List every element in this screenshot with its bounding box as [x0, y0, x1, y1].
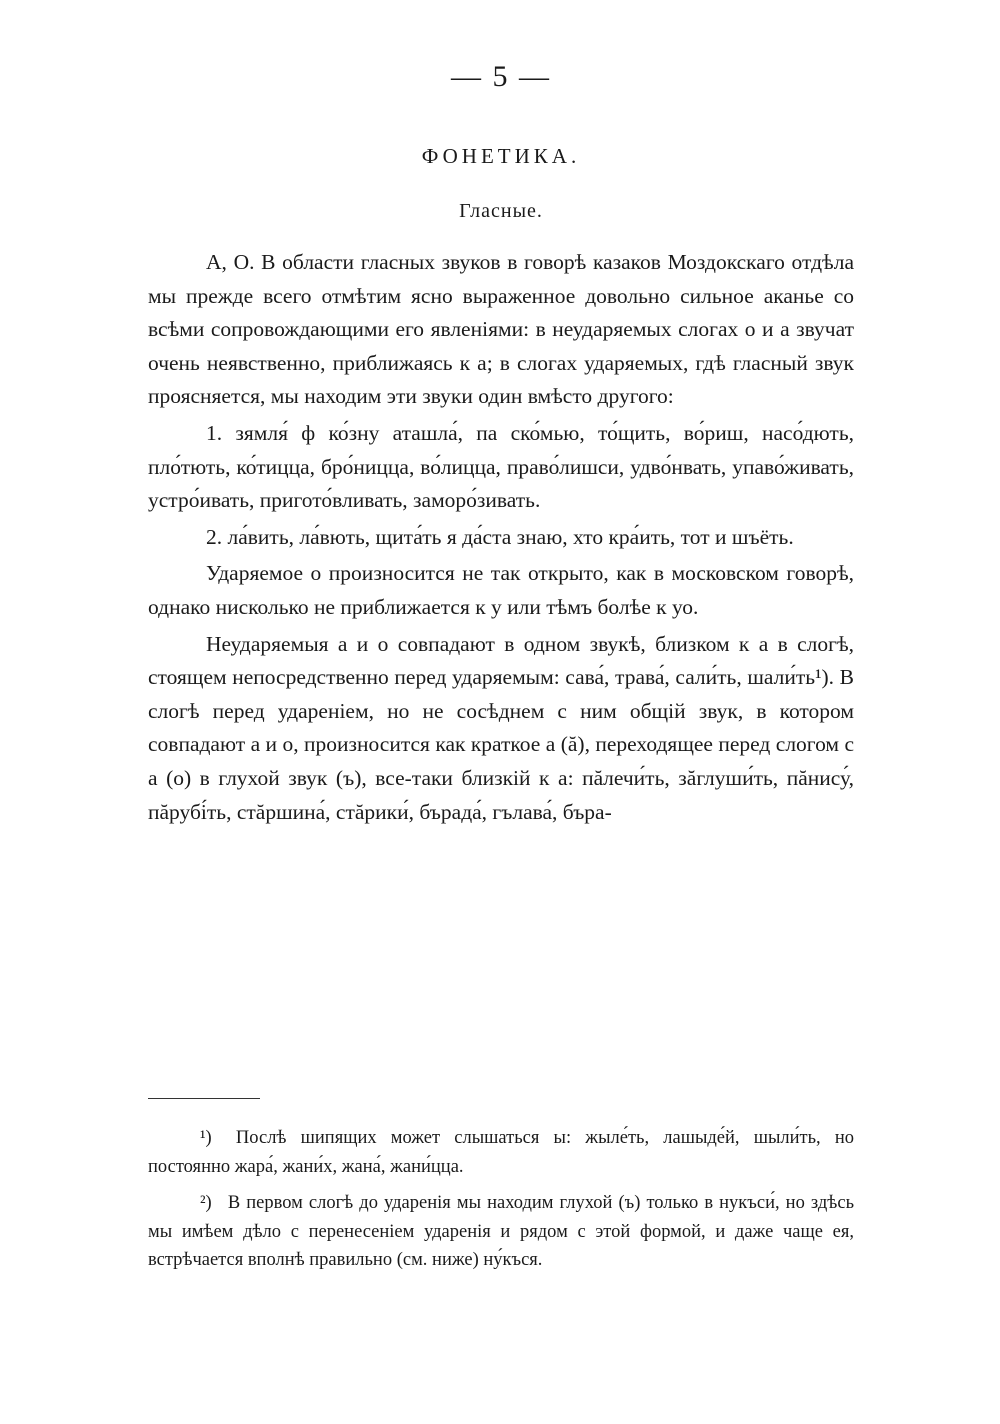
- body-text: [148, 246, 854, 832]
- footnote-1: [148, 1124, 854, 1181]
- footnote-1-text: Послѣ шипящих может слышаться ы: жыле́ть, лашыде́й, шыли́ть, но постоянно жара́, жани́х, жана́, жани́цца.: [148, 1128, 854, 1177]
- footnotes: [148, 1124, 854, 1283]
- paragraph-example-1: 1. зямля́ ф ко́зну аташла́, па ско́мью, то́щить, во́риш, насо́дють, пло́тють, ко́тицца, бро́ницца, во́лицца, право́лишси, удво́нвать, упаво́живать, устро́ивать, пригото́вливать, заморо́зивать.: [148, 420, 854, 513]
- footnote-2: [148, 1189, 854, 1275]
- document-page: [148, 0, 854, 1424]
- footnote-2-text: В первом слогѣ до ударенія мы находим глухой (ъ) только в нукъси́, но здѣсь мы имѣем дѣло с перенесеніем ударенія и рядом с этой формой, и даже чаще ея, встрѣчается вполнѣ правильно (см. ниже) ну́къся.: [148, 1193, 855, 1270]
- section-title: ФОНЕТИКА.: [421, 144, 581, 168]
- subsection-title: Гласные.: [459, 200, 543, 222]
- paragraph-unstressed: Неударяемыя а и о совпадают в одном звукѣ, близком к а в слогѣ, стоящем непосредственно перед ударяемым: сава́, трава́, сали́ть, шали́ть¹). В слогѣ перед удареніем, но не сосѣднем с ним общій звук, в котором совпадают а и о, произносится как краткое а (ă), переходящее перед слогом с а (о) в глухой звук (ъ), все-таки близкій к а: пăлечи́ть, зăглуши́ть, пăнису́, пăрубі́ть, стăршина́, стăрики́, бърада́, гълава́, бъра-: [148, 631, 854, 824]
- paragraph-intro: А, О. В области гласных звуков в говорѣ казаков Моздокскаго отдѣла мы прежде всего отмѣтим ясно выраженное довольно сильное аканье со всѣми сопровождающими его явленіями: в неударяемых слогах о и а звучат очень неявственно, приближаясь к а; в слогах ударяемых, гдѣ гласный звук проясняется, мы находим эти звуки один вмѣсто другого:: [148, 250, 854, 409]
- footnote-2-mark: ²): [200, 1193, 212, 1213]
- paragraph-example-2: 2. ла́вить, ла́вють, щита́ть я да́ста знаю, хто кра́ить, тот и шъёть.: [206, 524, 794, 549]
- page-number: — 5 —: [451, 60, 551, 93]
- paragraph-stressed-o: Ударяемое о произносится не так открыто, как в московском говорѣ, однако нисколько не приближается к у или тѣмъ болѣе к уо.: [148, 561, 854, 619]
- footnote-divider: [148, 1098, 260, 1099]
- footnote-1-mark: ¹): [200, 1128, 212, 1148]
